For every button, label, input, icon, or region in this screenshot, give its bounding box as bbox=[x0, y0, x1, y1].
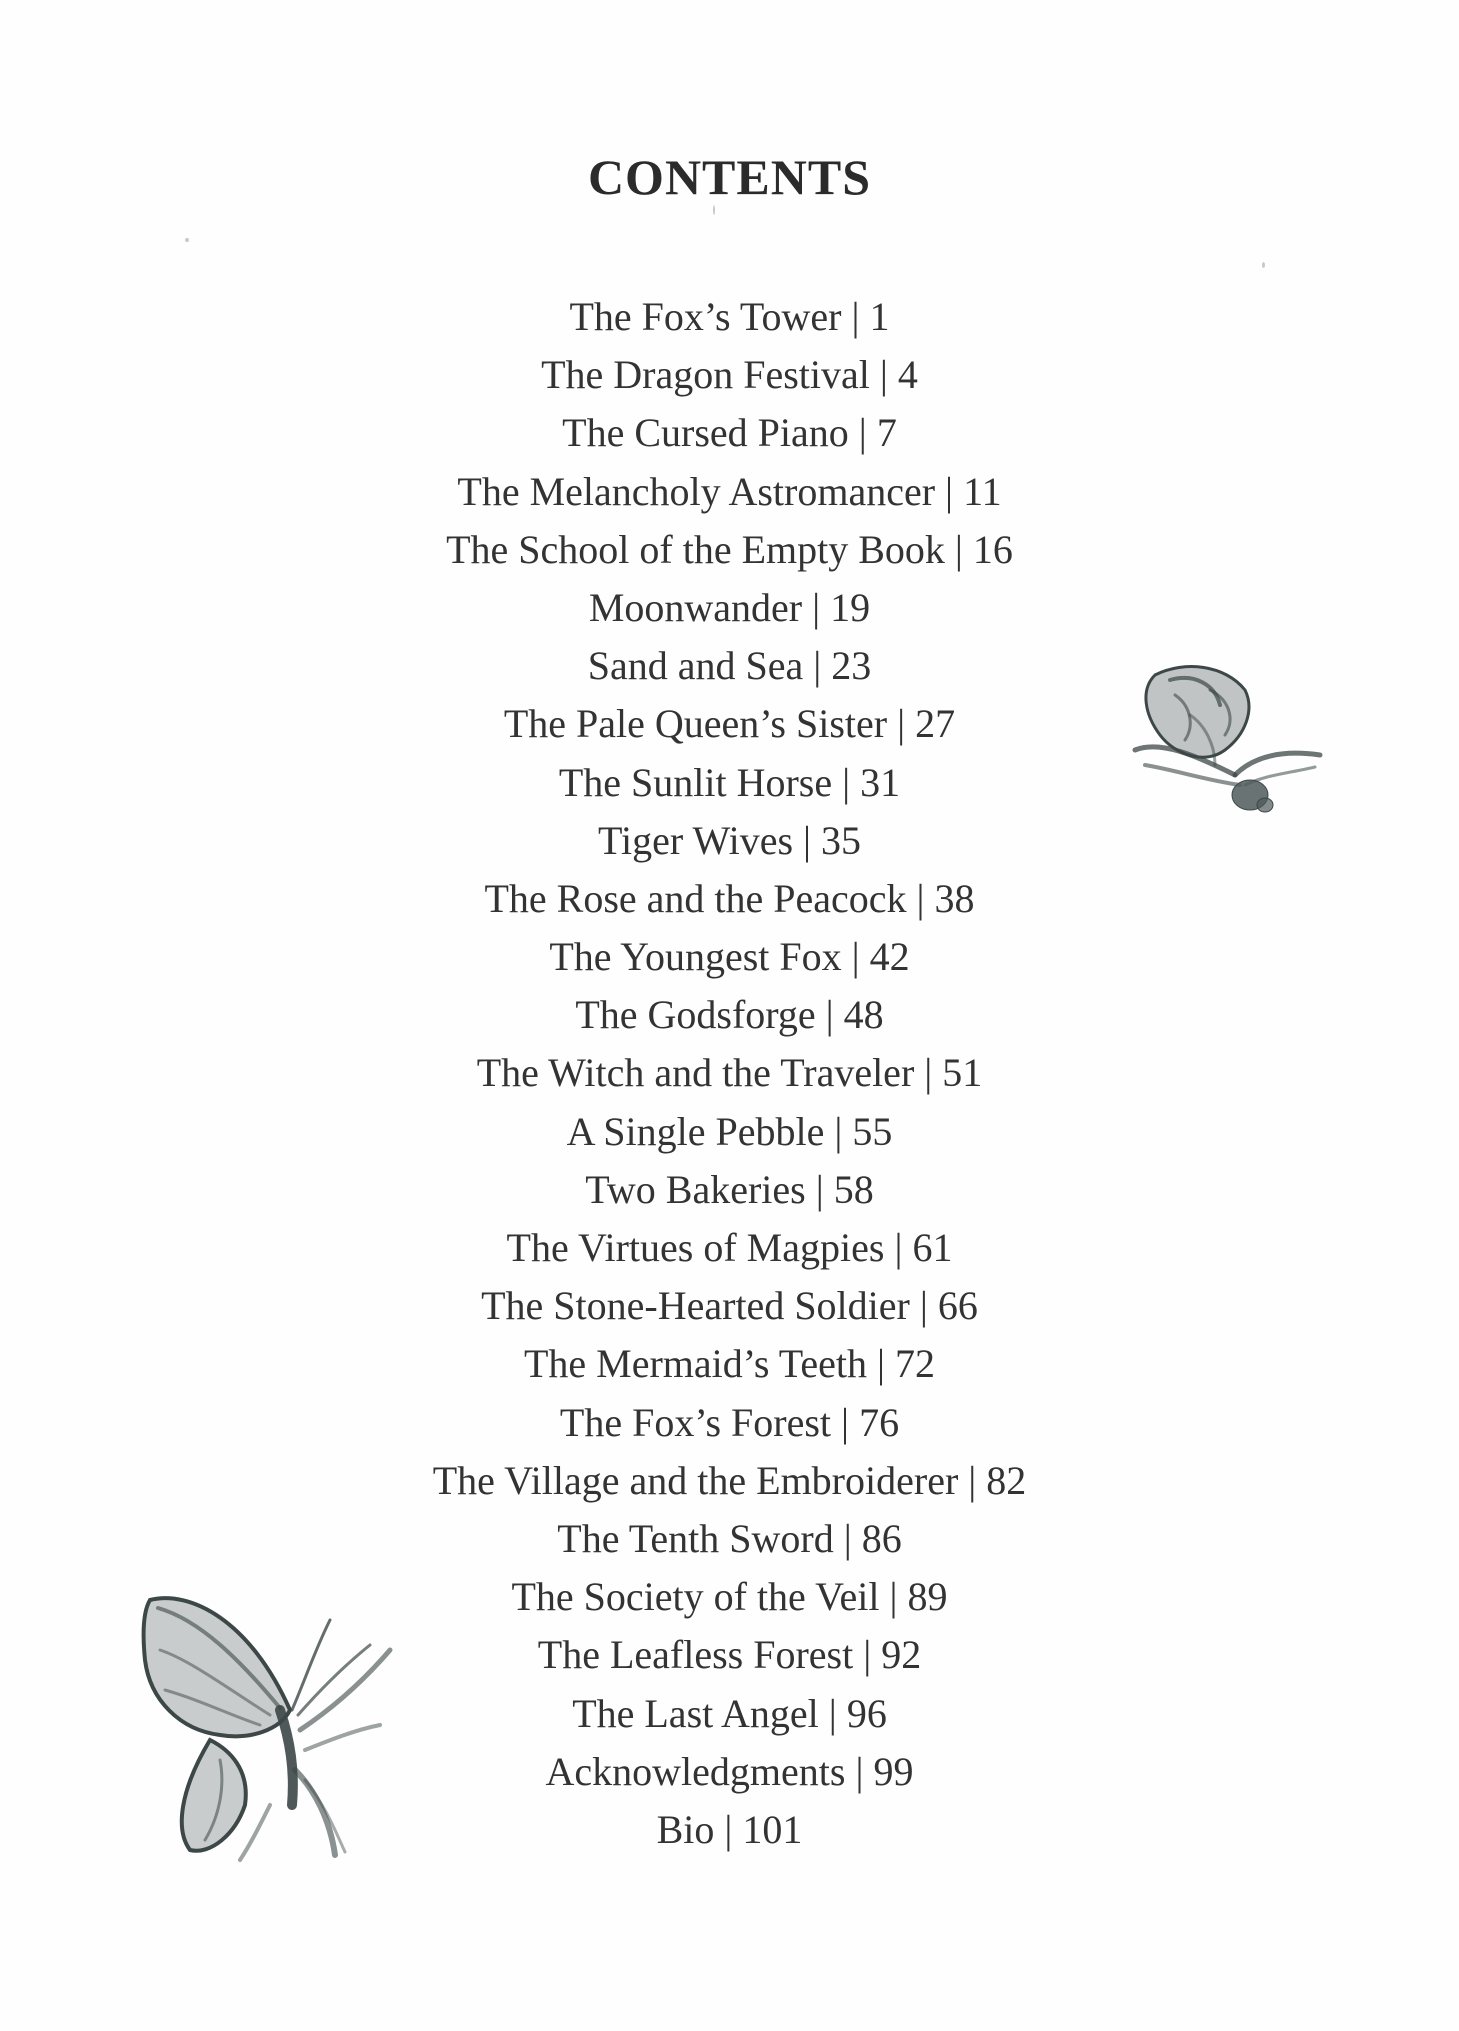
toc-separator: | bbox=[855, 1748, 864, 1794]
toc-separator: | bbox=[879, 352, 888, 398]
toc-entry-page: 86 bbox=[861, 1515, 902, 1561]
toc-entry-page: 7 bbox=[876, 410, 897, 456]
toc-entry-title: The Virtues of Magpies bbox=[506, 1225, 885, 1270]
toc-entry-title: Bio bbox=[656, 1806, 715, 1852]
toc-entry-title: The Youngest Fox bbox=[549, 934, 842, 980]
toc-entry bbox=[0, 986, 1459, 1044]
scan-speck bbox=[1262, 262, 1265, 268]
toc-separator: | bbox=[851, 934, 860, 980]
toc-separator: | bbox=[954, 526, 963, 572]
toc-entry-title: The School of the Empty Book bbox=[446, 526, 945, 572]
toc-entry-page: 66 bbox=[937, 1283, 978, 1329]
toc-entry bbox=[0, 1103, 1459, 1161]
ink-butterfly-icon bbox=[130, 1590, 460, 1870]
toc-entry-page: 61 bbox=[912, 1225, 953, 1270]
toc-entry bbox=[0, 288, 1459, 346]
toc-entry-page: 72 bbox=[895, 1341, 936, 1387]
toc-entry-page: 4 bbox=[897, 352, 918, 398]
toc-separator: | bbox=[842, 759, 851, 805]
toc-entry-page: 89 bbox=[907, 1574, 948, 1620]
toc-entry-page: 96 bbox=[846, 1690, 887, 1736]
toc-entry-page: 101 bbox=[742, 1806, 803, 1852]
toc-separator: | bbox=[858, 410, 867, 456]
toc-entry-page: 48 bbox=[843, 992, 884, 1038]
toc-entry-title: Two Bakeries bbox=[585, 1166, 806, 1212]
toc-separator: | bbox=[897, 701, 906, 747]
toc-separator: | bbox=[841, 1399, 850, 1445]
toc-separator: | bbox=[863, 1632, 872, 1678]
toc-entry-title: The Rose and the Peacock bbox=[484, 875, 907, 921]
toc-entry-page: 11 bbox=[963, 468, 1002, 514]
toc-entry-page: 31 bbox=[860, 759, 901, 805]
scan-speck bbox=[185, 238, 189, 242]
toc-entry-title: The Village and the Embroiderer bbox=[432, 1457, 959, 1503]
toc-entry bbox=[0, 1161, 1459, 1219]
toc-separator: | bbox=[834, 1108, 843, 1154]
toc-entry-title: The Sunlit Horse bbox=[558, 759, 833, 805]
toc-entry-title: Sand and Sea bbox=[587, 643, 804, 689]
toc-entry bbox=[0, 521, 1459, 579]
toc-entry-title: Tiger Wives bbox=[597, 817, 794, 863]
toc-entry-page: 76 bbox=[859, 1399, 900, 1445]
toc-separator: | bbox=[916, 875, 925, 921]
toc-entry-title: The Society of the Veil bbox=[511, 1574, 880, 1620]
toc-entry-page: 42 bbox=[869, 934, 910, 980]
toc-entry-page: 23 bbox=[831, 643, 872, 689]
toc-separator: | bbox=[919, 1283, 928, 1329]
toc-separator: | bbox=[945, 468, 954, 514]
toc-entry bbox=[0, 1335, 1459, 1393]
toc-entry-page: 51 bbox=[942, 1050, 983, 1096]
toc-entry-title: The Leafless Forest bbox=[537, 1632, 854, 1678]
toc-entry bbox=[0, 463, 1459, 521]
toc-separator: | bbox=[924, 1050, 933, 1096]
toc-entry-title: The Last Angel bbox=[572, 1690, 819, 1736]
toc-entry bbox=[0, 1394, 1459, 1452]
toc-separator: | bbox=[851, 294, 860, 339]
toc-separator: | bbox=[968, 1457, 977, 1503]
toc-separator: | bbox=[889, 1574, 898, 1620]
toc-entry-title: The Fox’s Tower bbox=[569, 294, 842, 339]
toc-entry-title: A Single Pebble bbox=[566, 1108, 825, 1154]
ink-flower-icon bbox=[1115, 655, 1335, 835]
toc-entry bbox=[0, 1044, 1459, 1102]
toc-separator: | bbox=[877, 1341, 886, 1387]
toc-entry-page: 55 bbox=[852, 1108, 893, 1154]
toc-entry-title: The Tenth Sword bbox=[557, 1515, 834, 1561]
toc-entry-title: Moonwander bbox=[588, 584, 803, 630]
toc-separator: | bbox=[724, 1806, 733, 1852]
toc-entry bbox=[0, 579, 1459, 637]
toc-separator: | bbox=[803, 817, 812, 863]
toc-entry-page: 58 bbox=[833, 1166, 874, 1212]
toc-entry-title: The Godsforge bbox=[575, 992, 816, 1038]
toc-entry-title: The Dragon Festival bbox=[541, 352, 870, 398]
toc-entry bbox=[0, 928, 1459, 986]
toc-entry bbox=[0, 1510, 1459, 1568]
toc-entry-page: 27 bbox=[915, 701, 956, 747]
toc-entry bbox=[0, 1452, 1459, 1510]
toc-entry bbox=[0, 1277, 1459, 1335]
toc-separator: | bbox=[815, 1166, 824, 1212]
toc-entry-page: 16 bbox=[972, 526, 1013, 572]
toc-entry bbox=[0, 870, 1459, 928]
page-title: CONTENTS bbox=[587, 149, 872, 205]
toc-entry-title: Acknowledgments bbox=[545, 1748, 846, 1794]
toc-entry bbox=[0, 346, 1459, 404]
toc-separator: | bbox=[813, 643, 822, 689]
toc-entry-page: 19 bbox=[830, 584, 871, 630]
toc-separator: | bbox=[828, 1690, 837, 1736]
toc-entry-title: The Stone-Hearted Soldier bbox=[481, 1283, 910, 1329]
scan-speck bbox=[713, 205, 715, 215]
toc-entry-title: The Cursed Piano bbox=[562, 410, 849, 456]
toc-separator: | bbox=[812, 584, 821, 630]
toc-entry-page: 92 bbox=[881, 1632, 922, 1678]
toc-entry-page: 99 bbox=[873, 1748, 914, 1794]
toc-entry-page: 38 bbox=[934, 875, 975, 921]
toc-entry bbox=[0, 404, 1459, 462]
toc-entry-title: The Witch and the Traveler bbox=[476, 1050, 915, 1096]
toc-separator: | bbox=[843, 1515, 852, 1561]
toc-entry-page: 82 bbox=[986, 1457, 1027, 1503]
toc-separator: | bbox=[825, 992, 834, 1038]
toc-entry-title: The Mermaid’s Teeth bbox=[523, 1341, 867, 1387]
toc-entry-title: The Melancholy Astromancer bbox=[457, 468, 936, 514]
toc-entry-page: 35 bbox=[821, 817, 862, 863]
toc-separator: | bbox=[894, 1225, 903, 1270]
toc-entry-title: The Pale Queen’s Sister bbox=[503, 701, 888, 747]
toc-entry-page: 1 bbox=[869, 294, 890, 339]
toc-entry-title: The Fox’s Forest bbox=[559, 1399, 832, 1445]
toc-entry bbox=[0, 1219, 1459, 1277]
